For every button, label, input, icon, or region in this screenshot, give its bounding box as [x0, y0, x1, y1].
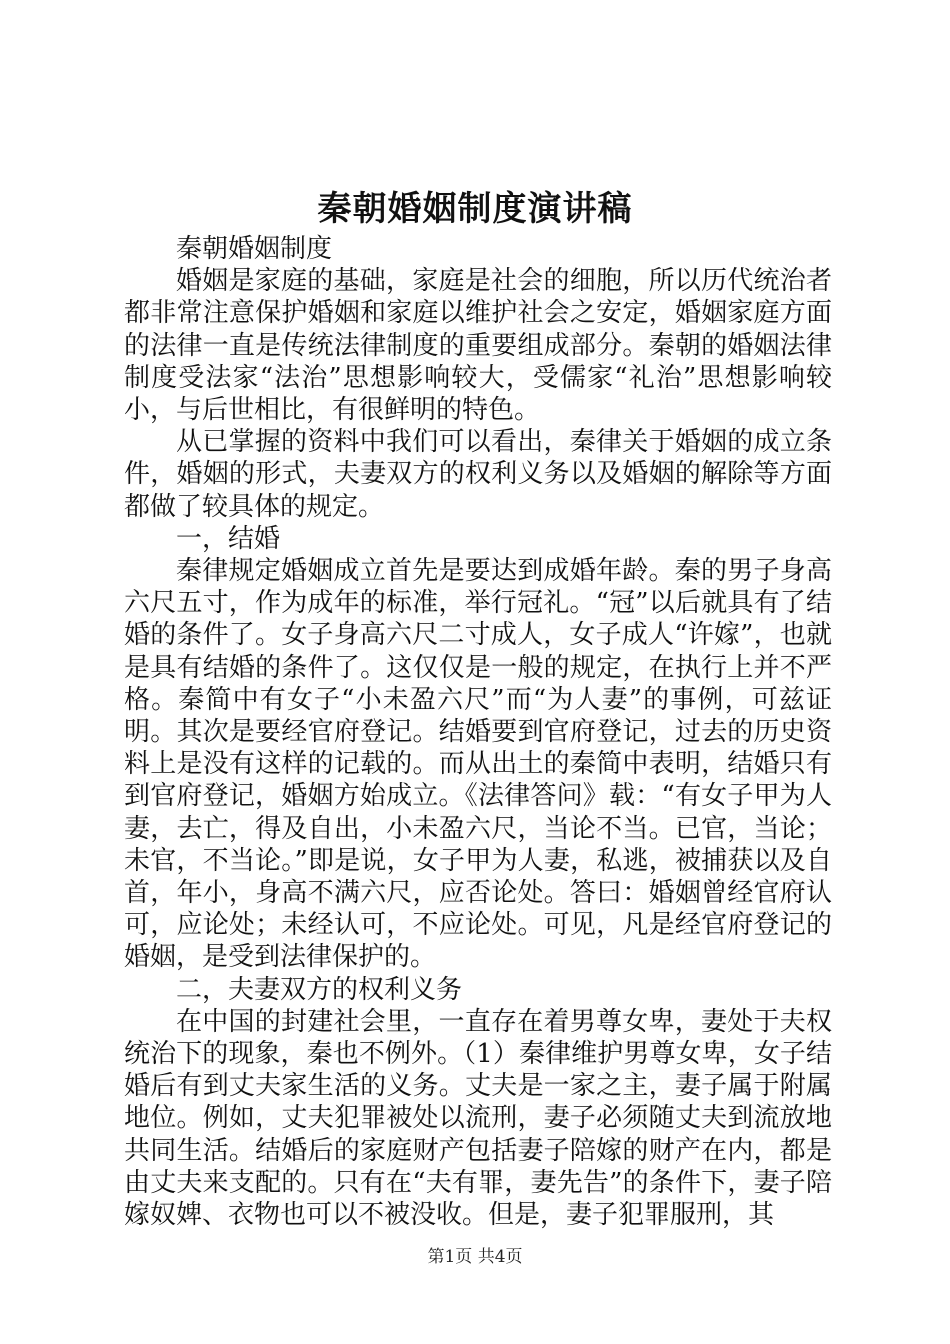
- section-heading-marriage: 一，结婚: [176, 523, 281, 554]
- section-body-marriage: 秦律规定婚姻成立首先是要达到成婚年龄。秦的男子身高六尺五寸，作为成年的标准，举行冠礼。“冠”以后就具有了结婚的条件了。女子身高六尺二寸成人，女子成人“许嫁”，也就是具有结婚的条件了。这仅仅是一般的规定，在执行上并不严格。秦简中有女子“小未盈六尺”而“为人妻”的事例，可兹证明。其次是要经官府登记。结婚要到官府登记，过去的历史资料上是没有这样的记载的。而从出土的秦简中表明，结婚只有到官府登记，婚姻方始成立。《法律答问》载：“有女子甲为人妻，去亡，得及自出，小未盈六尺，当论不当。已官，当论；未官，不当论。”即是说，女子甲为人妻，私逃，被捕获以及自首，年小，身高不满六尺，应否论处。答曰：婚姻曾经官府认可，应论处；未经认可，不应论处。可见，凡是经官府登记的婚姻，是受到法律保护的。: [124, 556, 832, 973]
- section-body-rights-duties: 在中国的封建社会里，一直存在着男尊女卑，妻处于夫权统治下的现象，秦也不例外。（1）秦律维护男尊女卑，女子结婚后有到丈夫家生活的义务。丈夫是一家之主，妻子属于附属地位。例如，丈夫犯罪被处以流刑，妻子必须随丈夫到流放地共同生活。结婚后的家庭财产包括妻子陪嫁的财产在内，都是由丈夫来支配的。只有在“夫有罪，妻先告”的条件下，妻子陪嫁奴婢、衣物也可以不被没收。但是，妻子犯罪服刑，其: [124, 1006, 832, 1231]
- document-body: [124, 233, 832, 1231]
- intro-paragraph-2: 从已掌握的资料中我们可以看出，秦律关于婚姻的成立条件，婚姻的形式，夫妻双方的权利义务以及婚姻的解除等方面都做了较具体的规定。: [124, 427, 832, 522]
- intro-paragraph-1: 婚姻是家庭的基础，家庭是社会的细胞，所以历代统治者都非常注意保护婚姻和家庭以维护社会之安定，婚姻家庭方面的法律一直是传统法律制度的重要组成部分。秦朝的婚姻法律制度受法家“法治”思想影响较大，受儒家“礼治”思想影响较小，与后世相比，有很鲜明的特色。: [124, 266, 832, 426]
- section-heading-rights-duties: 二，夫妻双方的权利义务: [176, 974, 463, 1005]
- document-title: 秦朝婚姻制度演讲稿: [317, 189, 633, 229]
- page-footer: 第1页 共4页: [427, 1247, 523, 1267]
- document-subtitle: 秦朝婚姻制度: [176, 234, 333, 264]
